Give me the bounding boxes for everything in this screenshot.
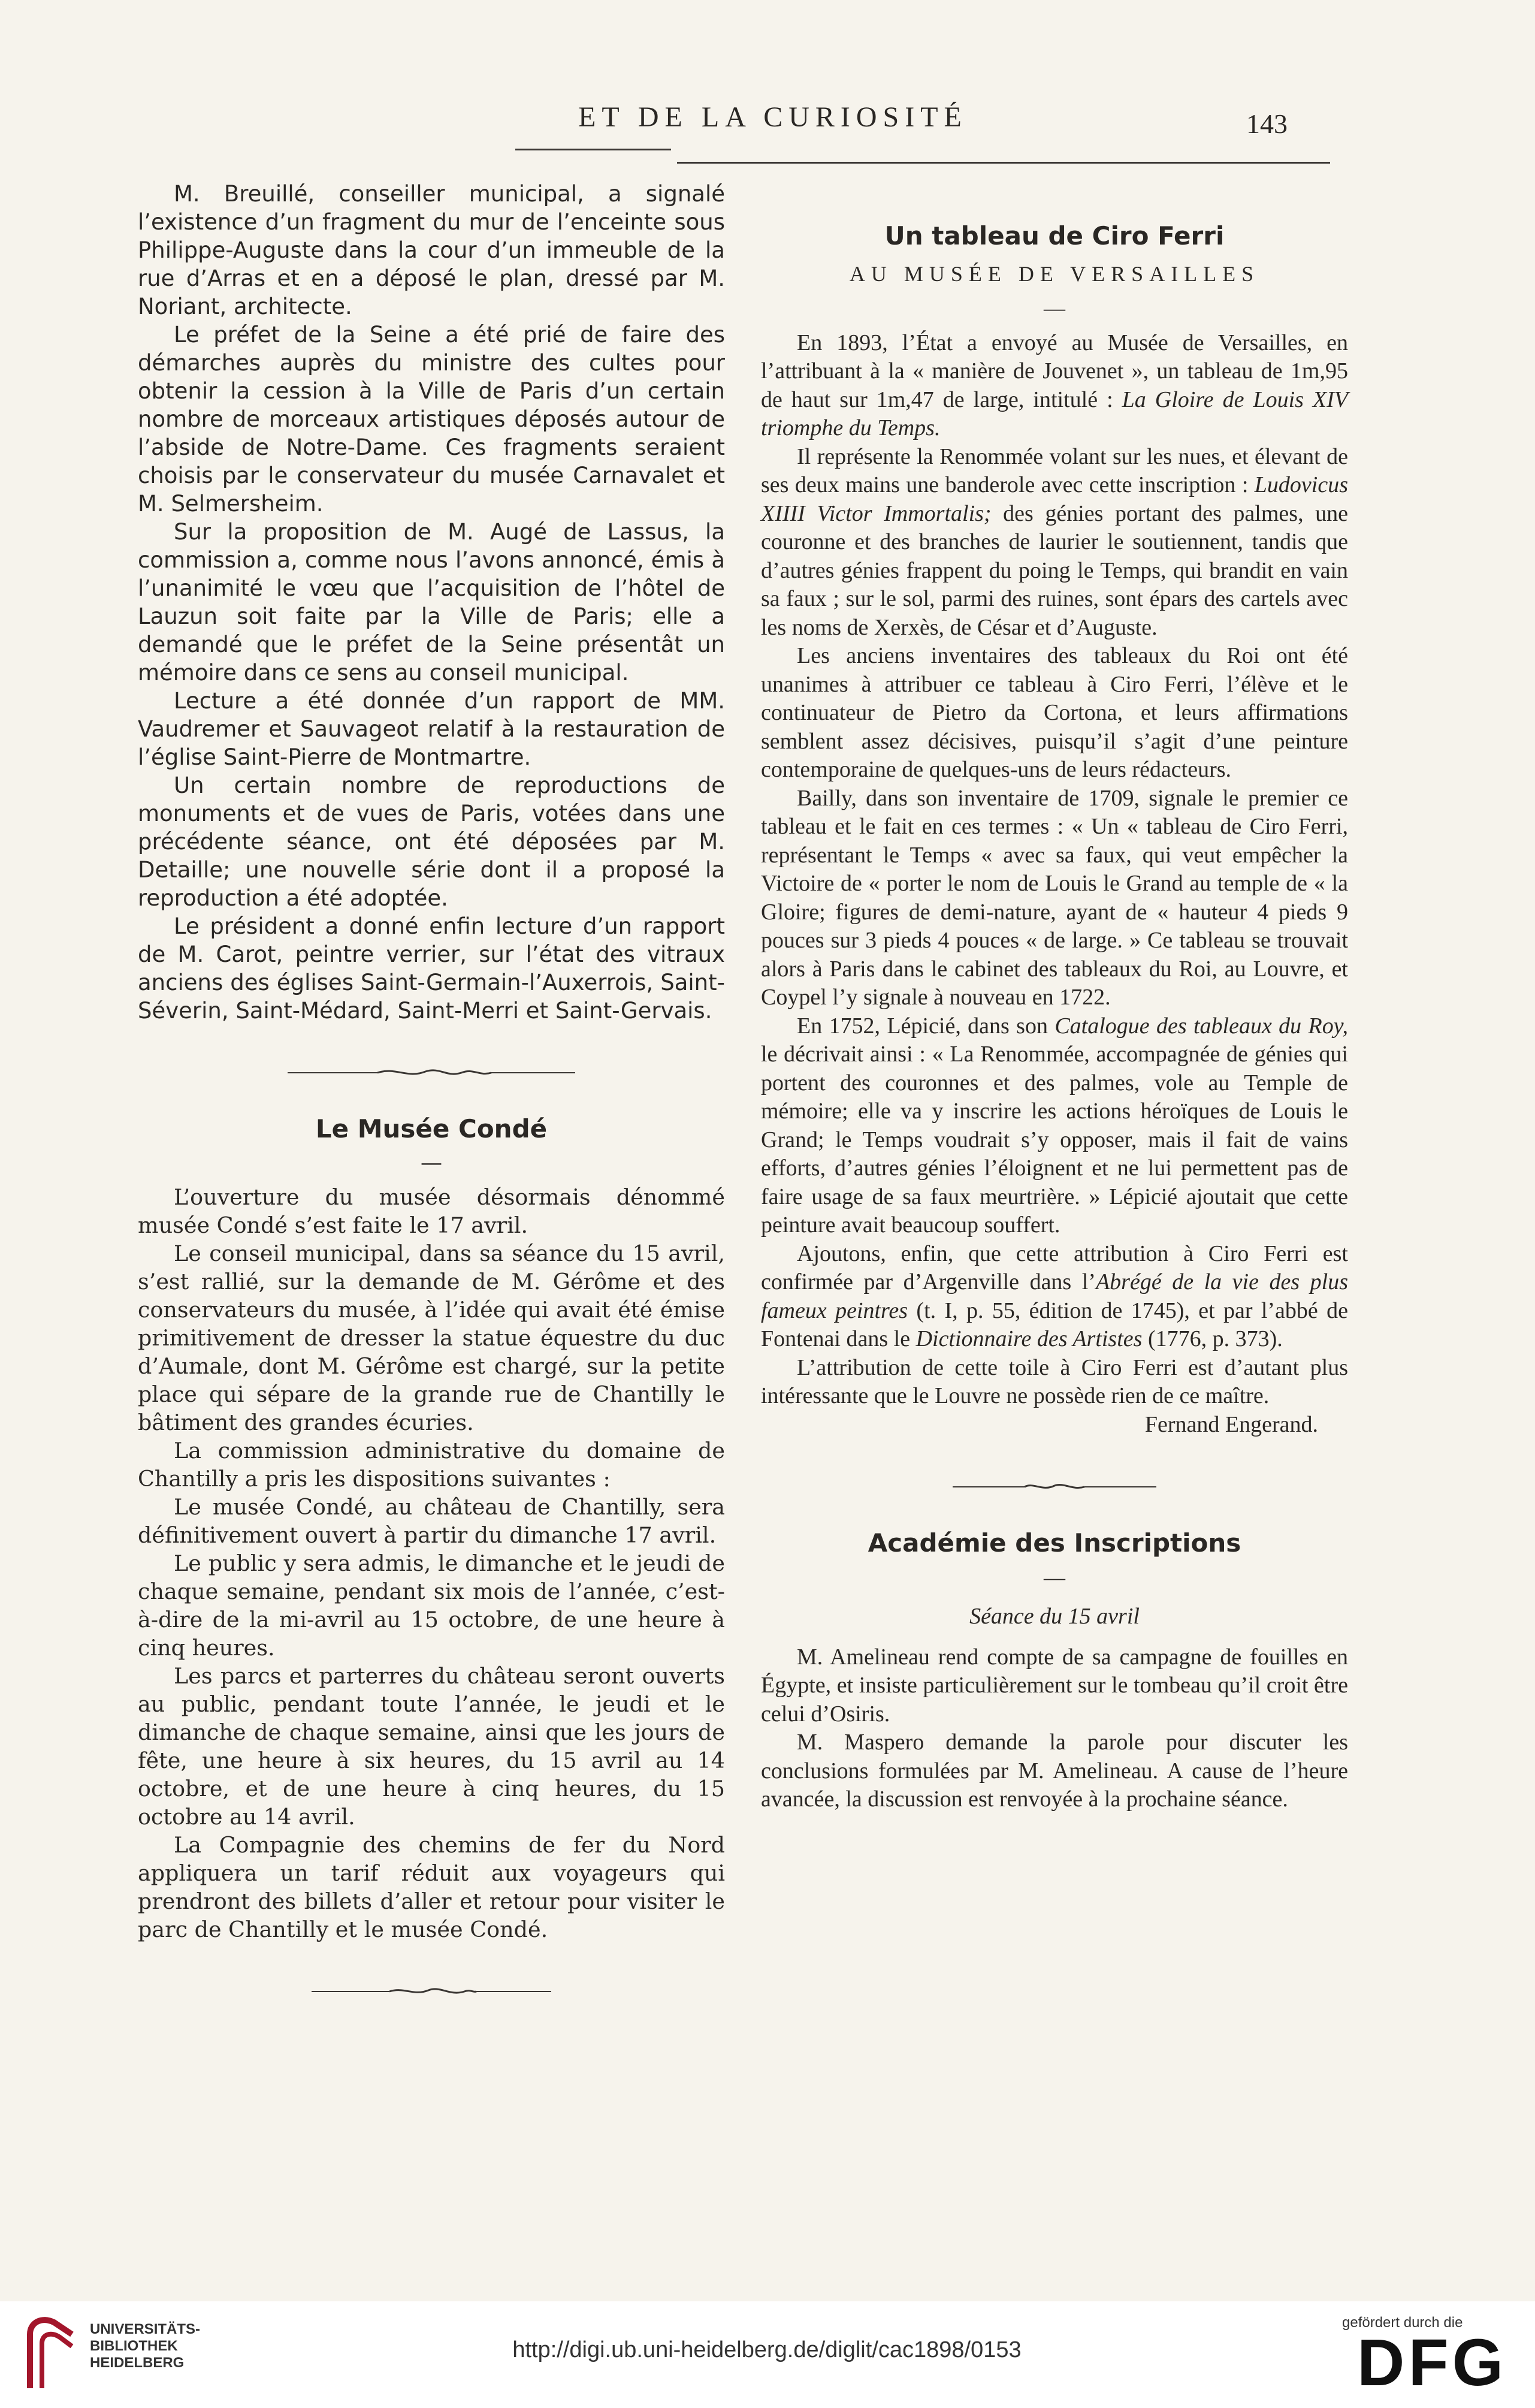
section-title-academie: Académie des Inscriptions: [868, 1528, 1241, 1558]
paragraph-reproductions: Un certain nombre de reproductions de monuments et de vues de Paris, votées dans une précédente séance, ont été déposées par M. Detaille; une nouvelle série dont il a proposé la reproduction a été adoptée.: [138, 773, 725, 911]
library-line-1: UNIVERSITÄTS-: [90, 2321, 201, 2337]
ornament-divider-end: [138, 1985, 725, 1997]
paragraph-academie-2: M. Maspero demande la parole pour discuter les conclusions formulées par M. Amelineau. A cause de l’heure avancée, la discussion est renvoyée à la prochaine séance.: [761, 1730, 1348, 1812]
left-column: [138, 180, 725, 2033]
library-line-2: BIBLIOTHEK: [90, 2338, 178, 2354]
paragraph-ferri-6: Ajoutons, enfin, que cette attribution à Ciro Ferri est confirmée par d’Argenville dans l’Abrégé de la vie des plus fameux peintres (t. I, p. 55, édition de 1745), et par l’abbé de Fontenai dans le Dictionnaire des Artistes (1776, p. 373).: [761, 1241, 1348, 1351]
paragraph-conde-2: Le conseil municipal, dans sa séance du 15 avril, s’est rallié, sur la demande de M. Gérôme et des conservateurs du musée, à l’idée qui avait été émise primitivement de dresser la statue équestre du duc d’Aumale, dont M. Gérôme est chargé, sur la petite place qui sépare de la grande rue de Chantilly le bâtiment des grandes écuries.: [138, 1241, 725, 1435]
library-line-3: HEIDELBERG: [90, 2355, 185, 2371]
paragraph-conde-5: Le public y sera admis, le dimanche et le jeudi de chaque semaine, pendant six mois de l’année, c’est-à-dire de la mi-avril au 15 octobre, de une heure à cinq heures.: [138, 1550, 725, 1661]
paragraph-montmartre: Lecture a été donnée d’un rapport de MM. Vaudremer et Sauvageot relatif à la restauration de l’église Saint-Pierre de Montmartre.: [138, 688, 725, 770]
paragraph-ferri-2: Il représente la Renommée volant sur les nues, et élevant de ses deux mains une banderole avec cette inscription : Ludovicus XIIII Victor Immortalis; des génies portant des palmes, une couronne et des branches de laurier le soutiennent, tandis que d’autres génies frappent du poing le Temps, qui brandit en vain sa faux ; sur le sol, parmi des ruines, sont épars des cartels avec les noms de Xerxès, de César et d’Auguste.: [761, 443, 1349, 640]
paragraph-ferri-1: En 1893, l’État a envoyé au Musée de Versailles, en l’attribuant à la « manière de Jouvenet », un tableau de 1m,95 de haut sur 1m,47 de large, intitulé : La Gloire de Louis XIV triomphe du Temps.: [761, 330, 1348, 440]
funded-by-label: gefördert durch die: [1342, 2315, 1463, 2331]
ornament-divider: [761, 1481, 1348, 1493]
paragraph-vitraux: Le président a donné enfin lecture d’un rapport de M. Carot, peintre verrier, sur l’état des vitraux anciens des églises Saint-Germain-l’Auxerrois, Saint-Séverin, Saint-Médard, Saint-Merri et Saint-Gervais.: [138, 913, 725, 1024]
paragraph-conde-1: L’ouverture du musée désormais dénommé musée Condé s’est faite le 17 avril.: [138, 1184, 725, 1238]
ornament-divider: [138, 1067, 725, 1079]
page-number: 143: [1246, 108, 1288, 139]
library-name: [90, 2321, 200, 2371]
title-dash: —: [421, 1151, 442, 1175]
right-column: [761, 180, 1348, 1814]
paragraph-conde-3: La commission administrative du domaine de Chantilly a pris les dispositions suivantes :: [138, 1438, 725, 1492]
paragraph-conde-6: Les parcs et parterres du château seront ouverts au public, pendant toute l’année, le jeudi et le dimanche de chaque semaine, ainsi que les jours de fête, une heure à six heures, du 15 avril au 14 octobre, et de une heure à cinq heures, du 15 octobre au 14 avril.: [138, 1663, 725, 1830]
running-head: ET DE LA CURIOSITÉ: [578, 101, 968, 133]
title-dash: —: [1044, 1565, 1065, 1589]
paragraph-prefet: Le préfet de la Seine a été prié de faire des démarches auprès du ministre des cultes pour obtenir la cession à la Ville de Paris d’un certain nombre de morceaux artistiques déposés autour de l’abside de Notre-Dame. Ces fragments seraient choisis par le conservateur du musée Carnavalet et M. Selmersheim.: [138, 322, 725, 517]
section-subtitle-versailles: AU MUSÉE DE VERSAILLES: [849, 261, 1260, 286]
paragraph-ferri-5: En 1752, Lépicié, dans son Catalogue des tableaux du Roy, le décrivait ainsi : « La Renommée, accompagnée de génies qui portent des couronnes et des palmes, vole au Temple de mémoire; elle va y inscrire les actions héroïques de Louis le Grand; le Temps voudrait s’y opposer, mais il fait de vains efforts, d’autres génies l’éloignent et ne lui permettent pas de faire usage de sa faux meurtrière. » Lépicié ajoutait que cette peinture avait beaucoup souffert.: [761, 1013, 1348, 1238]
paragraph-breuille: M. Breuillé, conseiller municipal, a signalé l’existence d’un fragment du mur de l’enceinte sous Philippe-Auguste dans la cour d’un immeuble de la rue d’Arras et en a déposé le plan, dressé par M. Noriant, architecte.: [138, 181, 725, 319]
section-title-musee-conde: Le Musée Condé: [315, 1114, 548, 1143]
paragraph-ferri-7: L’attribution de cette toile à Ciro Ferri est d’autant plus intéressante que le Louvre ne possède rien de ce maître.: [761, 1354, 1348, 1408]
title-dash: —: [1044, 296, 1065, 320]
library-logo-icon: [18, 2310, 84, 2397]
paragraph-ferri-3: Les anciens inventaires des tableaux du Roi ont été unanimes à attribuer ce tableau à Ciro Ferri, l’élève et le continuateur de Pietro da Cortona, et leurs affirmations semblent assez décisives, puisqu’il s’agit d’une peinture contemporaine de quelques-uns de leurs rédacteurs.: [761, 643, 1348, 782]
header-rule: [677, 162, 1330, 164]
author-signature: Fernand Engerand.: [1144, 1411, 1318, 1437]
paragraph-conde-4: Le musée Condé, au château de Chantilly, sera définitivement ouvert à partir du dimanche 17 avril.: [138, 1494, 725, 1548]
dfg-logo: DFG: [1357, 2326, 1507, 2400]
header-rule-left: [515, 149, 671, 150]
paragraph-lauzun: Sur la proposition de M. Augé de Lassus, la commission a, comme nous l’avons annoncé, émis à l’unanimité le vœu que l’acquisition de l’hôtel de Lauzun soit faite par la Ville de Paris; elle a demandé que le préfet de la Seine présentât un mémoire dans ce sens au conseil municipal.: [138, 519, 725, 686]
source-url-link[interactable]: http://digi.ub.uni-heidelberg.de/diglit/cac1898/0153: [512, 2337, 1022, 2362]
paragraph-ferri-4: Bailly, dans son inventaire de 1709, signale le premier ce tableau et le fait en ces termes : « Un « tableau de Ciro Ferri, représentant le Temps « avec sa faux, qui veut empêcher la Victoire de « porter le nom de Louis le Grand au temple de « la Gloire; figures de demi-nature, ayant de « hauteur 4 pieds 9 pouces sur 3 pieds 4 pouces « de large. » Ce tableau se trouvait alors à Paris dans le cabinet des tableaux du Roi, au Louvre, et Coypel l’y signale à nouveau en 1722.: [761, 785, 1348, 1010]
paragraph-academie-1: M. Amelineau rend compte de sa campagne de fouilles en Égypte, et insiste particulièrement sur le tombeau qu’il croit être celui d’Osiris.: [761, 1644, 1348, 1727]
paragraph-conde-7: La Compagnie des chemins de fer du Nord appliquera un tarif réduit aux voyageurs qui prendront des billets d’aller et retour pour visiter le parc de Chantilly et le musée Condé.: [138, 1832, 725, 1942]
session-date: Séance du 15 avril: [969, 1604, 1140, 1629]
section-title-ciro-ferri: Un tableau de Ciro Ferri: [884, 221, 1225, 251]
